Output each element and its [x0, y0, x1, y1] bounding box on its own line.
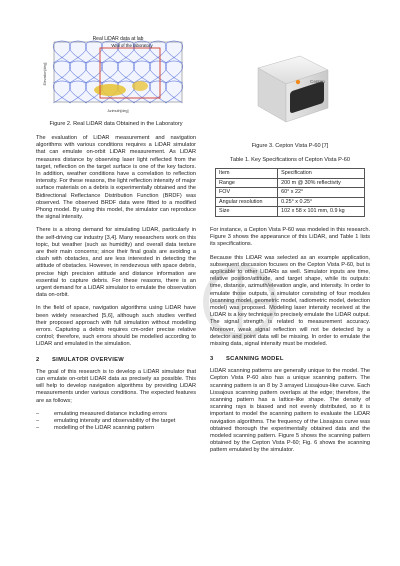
- table-row: [216, 188, 365, 198]
- table-row: [216, 178, 365, 188]
- table-row: [216, 197, 365, 207]
- figure-3-caption: Figure 3. Cepton Vista P-60 [7]: [251, 143, 329, 149]
- right-column: [210, 34, 370, 461]
- cepton-device-svg: [240, 38, 340, 138]
- section-2-number: 2: [36, 356, 40, 363]
- section-2-title: SIMULATOR OVERVIEW: [52, 356, 125, 363]
- section-3-heading: [210, 356, 370, 362]
- left-paragraph-1: The evaluation of LiDAR measurement and navigation algorithms with various conditions requires a LiDAR simulator that can emulate on-orbit LiDAR measurement. As LiDAR measures distance by observing laser light reflected from the target, reflection on the target surface is one of the key factors. In addition, weather conditions have a correlation to reflection intensity. For these reasons, the light reflection intensity of major surface materials on a debris is experimentally obtained and the Bidirectional Reflectance Distribution Function (BRDF) was observed. The observed BRDF data were fitted to a modified Phong model. By using this model, the simulator can reproduce the signal intensity.: [36, 135, 196, 221]
- table-cell: Size: [216, 207, 278, 217]
- left-paragraph-3: In the field of space, navigation algorithms using LiDAR have been widely researched [5,6], although such studies verified their proposed approach with full simulation without modelling errors. Capturing a debris requires cm-order precise relative control; therefore, such errors should be modelled according to LiDAR and emulated in the simulation.: [36, 305, 196, 348]
- feature-item: – modelling of the LiDAR scanning pattern: [36, 425, 196, 432]
- x-axis-label: Azimuth[deg]: [107, 109, 129, 113]
- figure-2-lidar-plot: [40, 34, 192, 116]
- section-3-paragraph: LiDAR scanning patterns are generally unique to the model. The Cepton Vista P-60 also has a unique scanning pattern. The scanning pattern is an 8 by 3 arrayed Lissajous-like curve. Each Lissajous scanning pattern overlaps at the edge; therefore, the scanning pattern has a lattice-like shape. The density of scanning rays is biased and not evenly distributed, so it is important to model the scanning pattern to evaluate the LiDAR navigation algorithms. The frequency of the Lissajous curve was obtained thorough the experimentally obtained data and the modeled scanning pattern. Figure 5 shows the scanning pattern obtained by the Cepton Vista P-60; Fig. 6 shows the scanning pattern emulated by the simulator.: [210, 368, 370, 454]
- figure-2-svg: [40, 34, 192, 116]
- feature-item: – emulating intensity and observability of the target: [36, 418, 196, 425]
- section-2-heading: [36, 357, 196, 363]
- table-cell: 0.25° x 0.25°: [278, 197, 365, 207]
- y-axis-label: Elevation[deg]: [43, 62, 47, 86]
- table-header-row: [216, 169, 365, 179]
- table-cell: 60° x 22°: [278, 188, 365, 198]
- section-3-number: 3: [210, 356, 214, 363]
- left-paragraph-2: There is a strong demand for simulating LiDAR, particularly in the self-driving car industry [3,4]. Many researchers work on this topic, but weather (such as humidity) and overall data texture are their main concerns; since their final goals are avoiding a clash with obstacles, and are less interested in detecting the attitude of obstacles. However, in rendezvous with space debris, precise high precision attitude and distance information are essential to capture debris. For these reasons, there is an urgent demand for a LiDAR simulator to emulate the observation data on-orbit.: [36, 227, 196, 299]
- device-brand-label: Cepton: [310, 79, 325, 84]
- figure-2-caption: Figure 2. Real LiDAR data Obtained in the Laboratory: [49, 121, 183, 127]
- table-cell: FOV: [216, 188, 278, 198]
- spec-table: [215, 168, 365, 217]
- feature-list: [36, 411, 196, 433]
- right-paragraph-2: Because this LiDAR was selected as an example application, subsequent discussion focuses on the Cepton Vista P-60, but is applicable to other LiDARs as well. Simulator inputs are time, relative position/attitude, and target shape, while its outputs: time, distance, azimuth/elevation angle, and intensity. In order to emulate those outputs, a simulator consisting of four modules (scanning model, geometric model, radiometric model, detection model) was proposed. Modeling laser intensity received at the LiDAR is a key technique to precisely emulate the LiDAR output. The signal strength is related to measurement accuracy. Moreover, weak signal reflection will not be detected by a detector and point data will be missing. In order to emulate the missing data, signal intensity must be modeled.: [210, 254, 370, 348]
- table-header-cell: Specification: [278, 169, 365, 179]
- table-cell: 200 m @ 30% reflectivity: [278, 178, 365, 188]
- left-column: [36, 34, 196, 432]
- warm-region-2: [132, 81, 148, 91]
- plot-title: Real LiDAR data at lab: [92, 36, 144, 42]
- table-cell: Range: [216, 178, 278, 188]
- section-2-paragraph: The goal of this research is to develop a LiDAR simulator that can emulate on-orbit LiDAR data as precisely as possible. This will help to develop navigation algorithms by providing LiDAR measurements under various conditions. The expected features are as follows;: [36, 368, 196, 404]
- table-cell: 102 x 58 x 101 mm, 0.9 kg: [278, 207, 365, 217]
- table-cell: Angular resolution: [216, 197, 278, 207]
- feature-item: – emulating measured distance including errors: [36, 411, 196, 418]
- table-header-cell: Item: [216, 169, 278, 179]
- warm-region-1: [94, 84, 126, 96]
- section-3-title: SCANNING MODEL: [226, 356, 284, 363]
- wall-annotation: Wall of the laboratory: [111, 43, 153, 48]
- figure-3-device-image: [240, 38, 340, 138]
- table-1-caption: Table 1. Key Specifications of Cepton Vista P-60: [230, 157, 350, 163]
- table-row: [216, 207, 365, 217]
- right-paragraph-1: For instance, a Cepton Vista P-60 was modeled in this research. Figure 3 shows the appearance of this LiDAR, and Table 1 lists its specifications.: [210, 226, 370, 248]
- watermark-logo: [200, 262, 280, 342]
